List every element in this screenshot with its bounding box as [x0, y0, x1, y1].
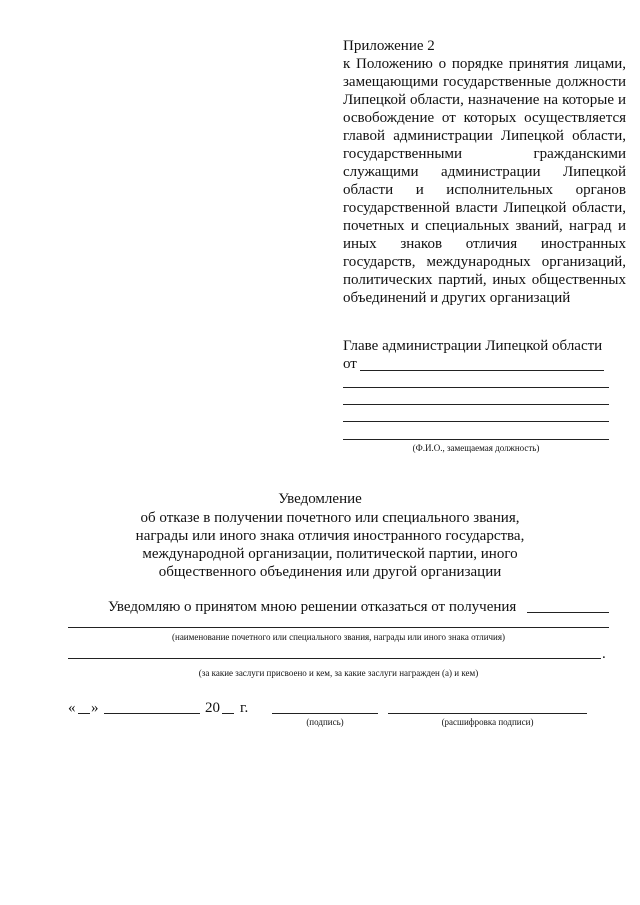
- notice-subtitle: [60, 509, 600, 581]
- date-day-field[interactable]: [78, 713, 90, 714]
- award-name-field[interactable]: [527, 612, 609, 613]
- date-close-quote: »: [91, 700, 99, 716]
- statement-text: Уведомляю о принятом мною решении отказаться от получения: [108, 599, 517, 615]
- addressee-field-line[interactable]: [343, 421, 609, 422]
- date-year-prefix: 20: [205, 700, 220, 716]
- signature-field[interactable]: [272, 713, 378, 714]
- merit-line-period: .: [602, 646, 606, 662]
- date-year-suffix: г.: [240, 700, 249, 716]
- merit-field-line[interactable]: [68, 658, 601, 659]
- addressee-caption: (Ф.И.О., замещаемая должность): [412, 443, 540, 453]
- appendix-title: Приложение 2: [343, 38, 435, 54]
- merit-caption: (за какие заслуги присвоено и кем, за какие заслуги награжден (а) и кем): [198, 668, 479, 678]
- award-name-field-line[interactable]: [68, 627, 609, 628]
- signature-decoding-field[interactable]: [388, 713, 587, 714]
- notice-subtitle-line: об отказе в получении почетного или специального звания,: [140, 510, 520, 526]
- decoding-caption: (расшифровка подписи): [441, 717, 534, 727]
- appendix-block: [343, 37, 626, 307]
- addressee-line: Главе администрации Липецкой области: [343, 338, 603, 354]
- award-caption: (наименование почетного или специального звания, награды или иного знака отличия): [172, 632, 505, 642]
- notice-title: Уведомление: [278, 491, 362, 507]
- addressee-field-line[interactable]: [343, 404, 609, 405]
- date-open-quote: «: [68, 700, 76, 716]
- notice-subtitle-line: международной организации, политической партии, иного: [142, 546, 518, 562]
- from-name-field[interactable]: [360, 370, 604, 371]
- notice-subtitle-line: общественного объединения или другой организации: [158, 564, 502, 580]
- date-year-field[interactable]: [222, 713, 234, 714]
- date-month-field[interactable]: [104, 713, 200, 714]
- signature-caption: (подпись): [306, 717, 344, 727]
- appendix-body: к Положению о порядке принятия лицами, замещающими государственные должности Липецкой области, назначение на которые и освобождение от которых осуществляется главой администрации Липецкой области, государственными гражданскими служащими администрации Липецкой области и исполнительных органов государственной власти Липецкой области, почетных и специальных званий, наград и иных знаков отличия иностранных государств, международных организаций, политических партий, иных общественных объединений и других организаций: [343, 56, 626, 306]
- from-label: от: [343, 356, 357, 372]
- addressee-field-line[interactable]: [343, 387, 609, 388]
- addressee-field-line[interactable]: [343, 439, 609, 440]
- notice-subtitle-line: награды или иного знака отличия иностранного государства,: [135, 528, 525, 544]
